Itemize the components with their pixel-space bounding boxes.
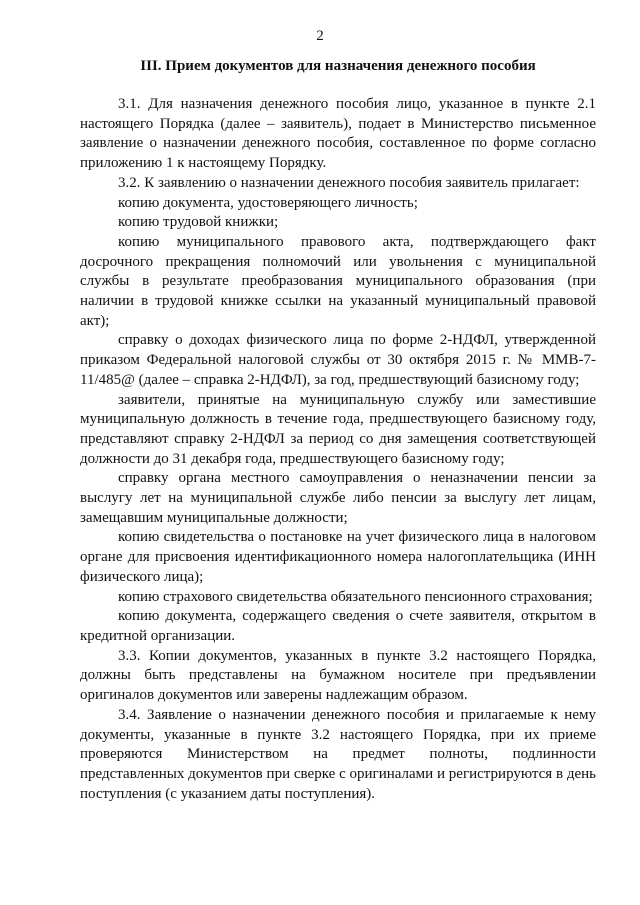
list-item-income-certificate: справку о доходах физического лица по форме 2-НДФЛ, утвержденной приказом Федеральной налоговой службы от 30 октября 2015 г. № ММВ-7-11/485@ (далее – справка 2-НДФЛ), за год, предшествующий базисному году; [80,332,596,388]
document-body [80,95,596,804]
paragraph-3-1: 3.1. Для назначения денежного пособия лицо, указанное в пункте 2.1 настоящего Порядка (далее – заявитель), подает в Министерство письменное заявление о назначении денежного пособия, составленное по форме согласно приложению 1 к настоящему Порядку. [80,96,596,172]
list-item-bank-account: копию документа, содержащего сведения о счете заявителя, открытом в кредитной организации. [80,608,596,644]
list-item-new-employees: заявители, принятые на муниципальную службу или заместившие муниципальную должность в течение года, предшествующего базисному году, представляют справку 2-НДФЛ за период со дня замещения соответствующей должности до 31 декабря года, предшествующего базисному году; [80,391,596,467]
list-item-id-document: копию документа, удостоверяющего личность; [118,194,418,211]
paragraph-3-3: 3.3. Копии документов, указанных в пункте 3.2 настоящего Порядка, должны быть представлены на бумажном носителе при предъявлении оригиналов документов или заверены надлежащим образом. [80,647,596,704]
section-title: III. Прием документов для назначения денежного пособия [140,58,536,74]
list-item-municipal-act: копию муниципального правового акта, подтверждающего факт досрочного прекращения полномочий или увольнения с муниципальной службы в результате преобразования муниципального образования (при наличии в трудовой книжке ссылки на указанный муниципальный правовой акт); [80,233,596,329]
paragraph-3-4: 3.4. Заявление о назначении денежного пособия и прилагаемые к нему документы, указанные в пункте 3.2 настоящего Порядка, при их приеме проверяются Министерством на предмет полноты, подлинности представленных документов при сверке с оригиналами и регистрируются в день поступления (с указанием даты поступления). [80,706,596,802]
page-number: 2 [316,28,324,44]
paragraph-3-2: 3.2. К заявлению о назначении денежного пособия заявитель прилагает: [118,174,580,191]
list-item-work-book: копию трудовой книжки; [118,214,279,231]
list-item-pension-certificate: справку органа местного самоуправления о неназначении пенсии за выслугу лет на муниципальной службе либо пенсии за выслугу лет лицам, замещавшим муниципальные должности; [80,470,596,526]
list-item-tax-registration: копию свидетельства о постановке на учет физического лица в налоговом органе для присвоения идентификационного номера налогоплательщика (ИНН физического лица); [80,529,596,585]
list-item-insurance-certificate: копию страхового свидетельства обязательного пенсионного страхования; [118,588,593,605]
